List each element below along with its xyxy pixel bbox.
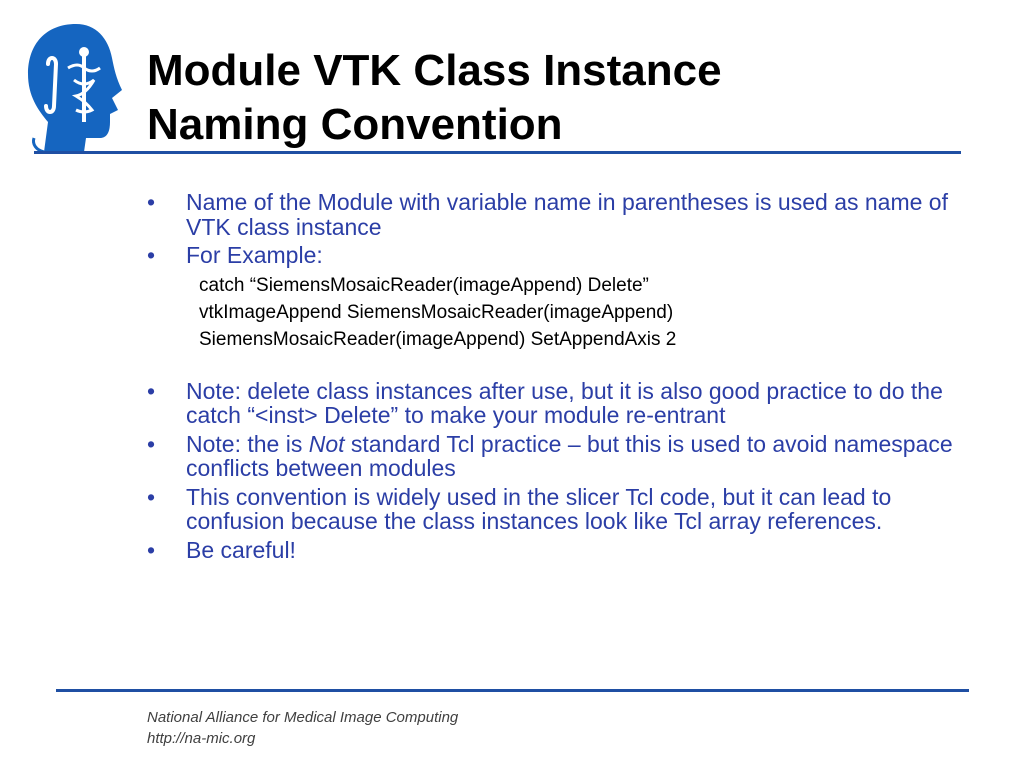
bullet-item [143,379,953,428]
code-example-line: vtkImageAppend SiemensMosaicReader(imageAppend) [199,301,674,323]
bullet-dot: • [147,483,156,510]
bullet-text-emphasis: Not [308,430,345,457]
bullet-dot: • [147,430,156,457]
code-example-list [186,272,953,353]
bullet-item [143,190,953,239]
bullet-text: This convention is widely used in the slicer Tcl code, but it can lead to confusion because the class instances look like Tcl array references. [186,483,892,534]
bullet-text: Name of the Module with variable name in parentheses is used as name of VTK class instance [186,189,948,240]
footer [147,707,458,749]
bullet-dot: • [147,242,156,268]
footer-divider [56,689,969,692]
bullet-item [143,485,953,534]
bullet-item [143,432,953,481]
slide-title [147,44,967,152]
bullet-dot: • [147,377,156,404]
bullet-text: Be careful! [186,536,296,563]
bullet-text-after: standard Tcl practice – but this is used to avoid namespace conflicts between modules [186,430,953,481]
bullet-text: Note: delete class instances after use, but it is also good practice to do the catch “<inst> Delete” to make your module re-entrant [186,377,943,428]
bullet-text: For Example: [186,242,323,268]
footer-url: http://na-mic.org [147,730,256,747]
slide-title-line-2: Naming Convention [147,100,563,149]
bullet-dot: • [147,189,156,215]
bullet-text-before: Note: the is [186,430,309,457]
spacer [143,357,953,379]
code-example-line: SiemensMosaicReader(imageAppend) SetAppendAxis 2 [199,328,677,350]
bullet-list [143,190,953,566]
footer-organization: National Alliance for Medical Image Computing [147,709,459,726]
slicer-logo-icon [18,18,130,158]
slide-title-line-1: Module VTK Class Instance [147,46,722,95]
bullet-dot: • [147,536,156,563]
bullet-item [143,243,953,353]
title-divider [34,151,961,154]
code-example-line: catch “SiemensMosaicReader(imageAppend) Delete” [199,274,649,296]
bullet-item [143,538,953,563]
